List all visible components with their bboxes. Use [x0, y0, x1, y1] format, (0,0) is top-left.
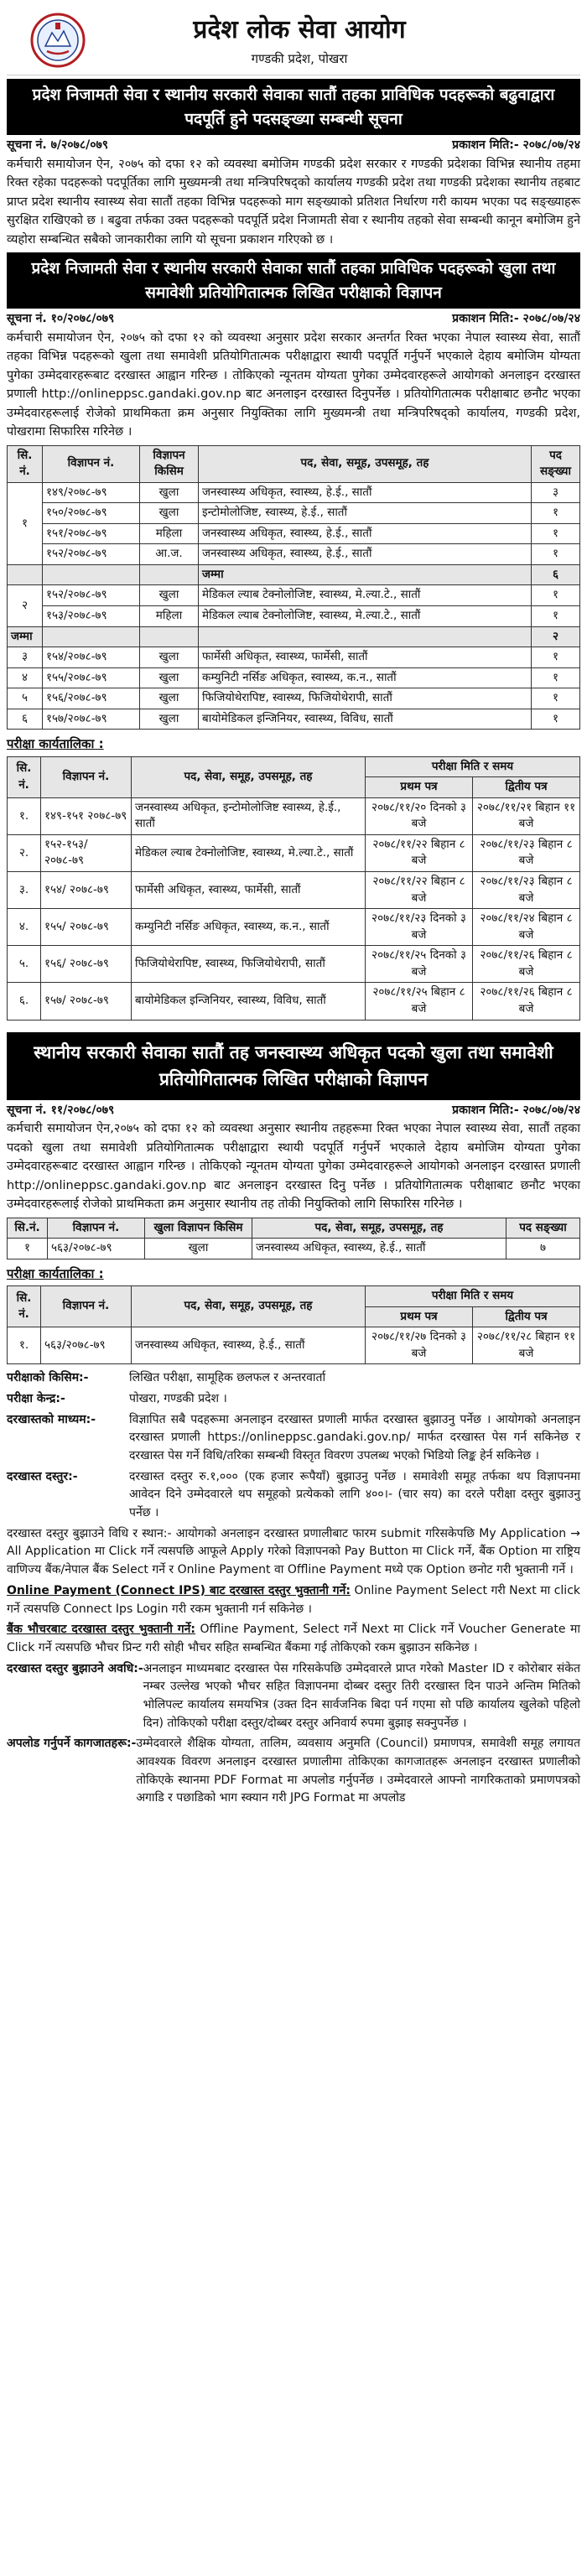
- cell-count: १: [532, 606, 580, 627]
- table-row: [8, 1239, 580, 1259]
- cell-type: खुला: [140, 667, 199, 688]
- cell-type: आ.ज.: [140, 544, 199, 565]
- cell-count: १: [532, 523, 580, 544]
- info-upload-documents: [7, 1735, 580, 1808]
- cell-adv: १५७/ २०७८-७९: [41, 983, 132, 1020]
- nepal-emblem-icon: [30, 13, 86, 68]
- notice3-vacancy-table: [7, 1218, 580, 1259]
- info-key: दरखास्त दस्तुर:-: [7, 1469, 78, 1483]
- col-header: खुला विज्ञापन किसिम: [145, 1218, 252, 1239]
- col-header: पद, सेवा, समूह, उपसमूह, तह: [199, 445, 532, 482]
- table-row: [8, 503, 580, 524]
- table-row: [8, 523, 580, 544]
- cell-post: फिजियोथेरापिष्ट, स्वास्थ्य, फिजियोथेरापी, सातौं: [132, 946, 366, 983]
- cell-sn: १: [8, 1239, 48, 1259]
- cell-post: इन्टोमोलोजिष्ट, स्वास्थ्य, हे.ई., सातौं: [199, 503, 532, 524]
- info-value: दरखास्त दस्तुर रु.१,००० (एक हजार रूपैयाँ) बुझाउनु पर्नेछ । समावेशी समूह तर्फका थप विज्ञापनमा आवेदन दिने उम्मेदवारले थप समूहको प्रत्येकको लागि ४००।- (चार सय) का दरले परीक्षा दस्तुर बुझाउनु पर्नेछ ।: [129, 1469, 580, 1520]
- cell-sn: ६.: [8, 983, 41, 1020]
- cell-count: १: [532, 503, 580, 524]
- cell-adv: १५४/२०७८-७९: [43, 647, 140, 668]
- col-header: सि.नं.: [8, 1218, 48, 1239]
- cell-sn: ३.: [8, 872, 41, 909]
- table-row: [8, 872, 580, 909]
- cell-adv: ५६३/२०७८-७९: [48, 1239, 145, 1259]
- info-fee-deadline: [7, 1660, 580, 1733]
- table-header-row: [8, 1286, 580, 1307]
- cell-post: बायोमेडिकल इन्जिनियर, स्वास्थ्य, विविध, सातौं: [132, 983, 366, 1020]
- notice3-schedule-label: परीक्षा कार्यतालिका :: [7, 1265, 104, 1281]
- col-header: सि. नं.: [8, 756, 41, 797]
- notice1-title: प्रदेश निजामती सेवा र स्थानीय सरकारी सेवाका सातौं तहका प्राविधिक पदहरूको बढुवाद्वारा पदपूर्ति हुने पदसङ्ख्या सम्बन्धी सूचना: [7, 79, 580, 135]
- table-header-row: [8, 756, 580, 777]
- cell-count: १: [532, 667, 580, 688]
- info-online-payment: [7, 1582, 580, 1618]
- cell-adv: १५१/२०७८-७९: [43, 523, 140, 544]
- col-header: विज्ञापन नं.: [43, 445, 140, 482]
- col-header: सि. नं.: [8, 445, 43, 482]
- cell-adv: १४९/२०७८-७९: [43, 482, 140, 503]
- notice2-schedule-label: परीक्षा कार्यतालिका :: [7, 736, 104, 752]
- col-header: द्वितीय पत्र: [473, 1306, 580, 1327]
- table-row: [8, 606, 580, 627]
- cell-type: खुला: [140, 709, 199, 730]
- cell-sn: ३: [8, 647, 43, 668]
- cell-post: जनस्वास्थ्य अधिकृत, स्वास्थ्य, हे.ई., सातौं: [199, 482, 532, 503]
- cell-adv: १५६/ २०७८-७९: [41, 946, 132, 983]
- cell-post: बायोमेडिकल इन्जिनियर, स्वास्थ्य, विविध, सातौं: [199, 709, 532, 730]
- cell-paper1: २०७८/११/२२ बिहान ८ बजे: [366, 834, 473, 871]
- col-header: पद सङ्ख्या: [506, 1218, 580, 1239]
- cell-adv: १५२/२०७८-७९: [43, 544, 140, 565]
- col-header: पद, सेवा, समूह, उपसमूह, तह: [132, 756, 366, 797]
- info-key: बैंक भौचरबाट दरखास्त दस्तुर भुक्तानी गर्ने:: [7, 1623, 196, 1637]
- cell-post: फिजियोथेरापिष्ट, स्वास्थ्य, फिजियोथेरापी, सातौं: [199, 688, 532, 709]
- cell-sn: २.: [8, 834, 41, 871]
- notice3-date: प्रकाशन मिति:- २०७८/०७/२४: [452, 1103, 580, 1117]
- cell-type: खुला: [140, 482, 199, 503]
- cell-type: खुला: [140, 688, 199, 709]
- cell-paper2: २०७८/११/२८ बिहान ११ बजे: [473, 1327, 580, 1364]
- subtotal-label: जम्मा: [8, 626, 43, 647]
- cell-type: महिला: [140, 606, 199, 627]
- cell-paper2: २०७८/११/२४ बिहान ८ बजे: [473, 909, 580, 946]
- info-payment-method: दरखास्त दस्तुर बुझाउने विधि र स्थान:- आयोगको अनलाइन दरखास्त प्रणालीबाट फारम submit गरिसकेपछि My Application → All Application मा Click गर्ने त्यसपछि आफूले Apply गरेको विज्ञापनको Pay Button मा Click गर्ने, बैंक Option मा राष्ट्रिय वाणिज्य बैंक/नेपाल बैंक Select गर्ने र Online Payment वा Offline Payment मध्ये एक Option छनोट गरी भुक्तानी गर्ने ।: [7, 1526, 580, 1577]
- subtotal-row: [8, 564, 580, 585]
- table-row: [8, 1327, 580, 1364]
- cell-count: १: [532, 585, 580, 606]
- col-header: पद, सेवा, समूह, उपसमूह, तह: [132, 1286, 366, 1327]
- col-header: प्रथम पत्र: [366, 777, 473, 798]
- info-value: Online Payment Select गरी Next मा click गर्ने त्यसपछि Connect Ips Login गरी रकम भुक्तानी गर्न सकिनेछ ।: [7, 1583, 580, 1616]
- info-exam-center: [7, 1390, 580, 1409]
- notice2-schedule-table: [7, 756, 580, 1021]
- cell-adv: १५४/ २०७८-७९: [41, 872, 132, 909]
- cell-paper2: २०७८/११/२३ बिहान ८ बजे: [473, 872, 580, 909]
- table-row: [8, 544, 580, 565]
- info-exam-type: [7, 1369, 580, 1388]
- info-value: पोखरा, गण्डकी प्रदेश ।: [129, 1391, 227, 1405]
- notice2-body: कर्मचारी समायोजन ऐन, २०७५ को दफा १२ को व्यवस्था अनुसार प्रदेश सरकार अन्तर्गत रिक्त भएका नेपाल स्वास्थ्य सेवा, सातौं तहका विभिन्न पदहरूको खुला तथा समावेशी प्रतियोगितात्मक परीक्षाद्वारा स्थायी पदपूर्ति गर्नुपर्ने भएकाले देहाय बमोजिम योग्यता पुगेका उम्मेदवारहरूबाट दरखास्त आह्वान गरिन्छ । तोकिएको न्यूनतम योग्यता पुगेका उम्मेदवारहरूले आयोगको अनलाइन दरखास्त प्रणाली http://onlineppsc.gandaki.gov.np बाट अनलाइन दरखास्त दिनुपर्नेछ । प्रतियोगितात्मक परीक्षाबाट छनौट भएका उम्मेदवारहरूलाई रोजेको प्राथमिकता क्रम अनुसार नियुक्तिका लागि मुख्यमन्त्री तथा मन्त्रिपरिषद्को कार्यालय, गण्डकी प्रदेश, पोखरामा सिफारिस गरिनेछ ।: [7, 330, 580, 439]
- cell-post: जनस्वास्थ्य अधिकृत, स्वास्थ्य, हे.ई., सातौं: [132, 1327, 366, 1364]
- info-key: दरखास्त दस्तुर बुझाउने अवधि:-: [7, 1661, 143, 1675]
- cell-adv: ५६३/२०७८-७९: [41, 1327, 132, 1364]
- info-value: उम्मेदवारले शैक्षिक योग्यता, तालिम, व्यवसाय अनुमति (Council) प्रमाणपत्र, समावेशी समूह लगायत आवश्यक विवरण अनलाइन दरखास्त प्रणालीमा तोकिएका कागजातहरू अनलाइन दरखास्त प्रणालीको तोकिएके स्थानमा PDF Format मा अपलोड गर्नुपर्नेछ । उम्मेदवारले आफ्नो नागरिकताको प्रमाणपत्रको अगाडि र पछाडिको भाग स्क्यान गरी JPG Format मा अपलोड: [136, 1737, 580, 1805]
- col-header: विज्ञापन नं.: [48, 1218, 145, 1239]
- cell-post: फार्मेसी अधिकृत, स्वास्थ्य, फार्मेसी, सातौं: [132, 872, 366, 909]
- notice3-meta: [7, 1102, 580, 1120]
- org-subtitle: गण्डकी प्रदेश, पोखरा: [251, 51, 348, 67]
- col-header: द्वितीय पत्र: [473, 777, 580, 798]
- col-header: विज्ञापन किसिम: [140, 445, 199, 482]
- notice1-meta: [7, 137, 580, 155]
- info-value: Offline Payment, Select गर्ने Next मा Click गर्ने Voucher Generate मा Click गर्ने त्यसपछि भौचर प्रिन्ट गरी सोही भौचर सहित सम्बन्धित बैंकमा गई तोकिएको रकम बुझाउन सकिनेछ ।: [7, 1623, 580, 1654]
- table-row: [8, 585, 580, 606]
- table-header-row: [8, 445, 580, 482]
- notice2-number: सूचना नं. १०/२०७८/०७९: [7, 312, 115, 326]
- cell-paper1: २०७८/११/२२ बिहान ८ बजे: [366, 872, 473, 909]
- general-info: [7, 1369, 580, 1808]
- cell-post: जनस्वास्थ्य अधिकृत, स्वास्थ्य, हे.ई., सातौं: [199, 544, 532, 565]
- cell-post: मेडिकल ल्याब टेक्नोलोजिष्ट, स्वास्थ्य, मे.ल्या.टे., सातौं: [132, 834, 366, 871]
- cell-paper2: २०७८/११/२१ बिहान ११ बजे: [473, 797, 580, 834]
- notice1-body: कर्मचारी समायोजन ऐन, २०७५ को दफा १२ को व्यवस्था बमोजिम गण्डकी प्रदेश सरकार र गण्डकी प्रदेशका विभिन्न स्थानीय तहमा रिक्त रहेका पदहरूको पदपूर्तिका लागि मुख्यमन्त्री तथा मन्त्रिपरिषद्को कार्यालय गण्डकी प्रदेश तथा गण्डकी प्रदेशका स्थानीय तहबाट प्राप्त प्रदेश स्थानीय स्वास्थ्य सेवा सातौं तहका विभिन्न पदहरूको माग सङ्ख्याको प्रतिशत निर्धारण गरी कायम भएका पद सङ्ख्याहरू सुरक्षित राखिएको छ । बढुवा तर्फका उक्त पदहरूको पदपूर्ति प्रदेश निजामती सेवा र स्थानीय तहको सेवा सम्बन्धी कानून बमोजिम हुने व्यहोरा सम्बन्धित सबैको जानकारीका लागि यो सूचना प्रकाशन गरिएको छ ।: [7, 157, 580, 247]
- table-row: [8, 983, 580, 1020]
- notice2-title: प्रदेश निजामती सेवा र स्थानीय सरकारी सेवाका सातौं तहका प्राविधिक पदहरूको खुला तथा समावेशी प्रतियोगितात्मक लिखित परीक्षाको विज्ञापन: [7, 252, 580, 309]
- notice3-schedule-table: [7, 1285, 580, 1364]
- info-key: दरखास्तको माध्यम:-: [7, 1412, 96, 1426]
- notice3-number: सूचना नं. ११/२०७८/०७९: [7, 1103, 115, 1117]
- info-key: परीक्षा केन्द्र:-: [7, 1391, 65, 1405]
- cell-adv: १५०/२०७८-७९: [43, 503, 140, 524]
- cell-adv: १४९-१५१ २०७८-७९: [41, 797, 132, 834]
- table-row: [8, 797, 580, 834]
- cell-post: जनस्वास्थ्य अधिकृत, स्वास्थ्य, हे.ई., सातौं: [199, 523, 532, 544]
- cell-sn: ६: [8, 709, 43, 730]
- info-value: विज्ञापित सबै पदहरूमा अनलाइन दरखास्त प्रणाली मार्फत दरखास्त बुझाउनु पर्नेछ । आयोगको अनलाइन दरखास्त प्रणाली https://onlineppsc.gandaki.gov.np/ मार्फत दरखास्त पेस गर्न सकिनेछ र दरखास्त पेस गर्ने विधि/तरिका सम्बन्धी विस्तृत विवरण उपलब्ध भएको भिडियो लिङ्क हेर्न सकिनेछ ।: [129, 1412, 580, 1463]
- notice3-body: कर्मचारी समायोजन ऐन,२०७५ को दफा १२ को व्यवस्था अनुसार स्थानीय तहहरूमा रिक्त भएका नेपाल स्वास्थ्य सेवा, सातौं तहका पदको खुला तथा समावेशी प्रतियोगितात्मक परीक्षाद्वारा स्थायी पदपूर्ति गर्नुपर्ने भएकाले देहाय बमोजिम योग्यता पुगेका उम्मेदवारहरूबाट दरखास्त आह्वान गरिन्छ । तोकिएको न्यूनतम योग्यता पुगेका उम्मेदवारहरूले आयोगको अनलाइन दरखास्त प्रणाली http://onlineppsc.gandaki.gov.np बाट अनलाइन दरखास्त दिनु पर्नेछ । प्रतियोगितात्मक परीक्षाबाट छनौट भएका उम्मेदवारहरूलाई रोजेको प्राथमिकता क्रम अनुसार स्थानीय तह तोकी नियुक्तिको लागि सिफारिस गरिनेछ ।: [7, 1122, 580, 1212]
- cell-adv: १५२/२०७८-७९: [43, 585, 140, 606]
- cell-adv: १५६/२०७८-७९: [43, 688, 140, 709]
- cell-paper1: २०७८/११/२५ दिनको ३ बजे: [366, 946, 473, 983]
- cell-sn: १.: [8, 797, 41, 834]
- cell-adv: १५३/२०७८-७९: [43, 606, 140, 627]
- subtotal-label: जम्मा: [199, 564, 532, 585]
- cell-count: १: [532, 544, 580, 565]
- col-header: पद सङ्ख्या: [532, 445, 580, 482]
- cell-post: फार्मेसी अधिकृत, स्वास्थ्य, फार्मेसी, सातौं: [199, 647, 532, 668]
- cell-count: १: [532, 647, 580, 668]
- table-row: [8, 647, 580, 668]
- notice2-vacancy-table: [7, 445, 580, 730]
- cell-paper2: २०७८/११/२६ बिहान ८ बजे: [473, 983, 580, 1020]
- col-header: पद, सेवा, समूह, उपसमूह, तह: [252, 1218, 506, 1239]
- cell-sn: ५.: [8, 946, 41, 983]
- table-row: [8, 834, 580, 871]
- cell-sn: ४: [8, 667, 43, 688]
- info-application-medium: [7, 1411, 580, 1466]
- table-row: [8, 946, 580, 983]
- notice2-date: प्रकाशन मिति:- २०७८/०७/२४: [452, 312, 580, 326]
- table-row: [8, 482, 580, 503]
- info-key: परीक्षाको किसिम:-: [7, 1371, 89, 1385]
- subtotal-row: [8, 626, 580, 647]
- cell-adv: १५५/ २०७८-७९: [41, 909, 132, 946]
- cell-sn: ४.: [8, 909, 41, 946]
- cell-post: जनस्वास्थ्य अधिकृत, स्वास्थ्य, हे.ई., सातौं: [252, 1239, 506, 1259]
- cell-post: मेडिकल ल्याब टेक्नोलोजिष्ट, स्वास्थ्य, मे.ल्या.टे., सातौं: [199, 606, 532, 627]
- cell-count: १: [532, 688, 580, 709]
- cell-count: ७: [506, 1239, 580, 1259]
- table-header-row: [8, 1218, 580, 1239]
- subtotal-value: २: [532, 626, 580, 647]
- info-value: लिखित परीक्षा, सामूहिक छलफल र अन्तरवार्ता: [129, 1371, 326, 1385]
- cell-post: जनस्वास्थ्य अधिकृत, इन्टोमोलोजिष्ट स्वास्थ्य, हे.ई., सातौं: [132, 797, 366, 834]
- header-text: [86, 11, 580, 70]
- cell-post: कम्युनिटी नर्सिङ अधिकृत, स्वास्थ्य, क.न., सातौं: [199, 667, 532, 688]
- table-row: [8, 909, 580, 946]
- col-header: विज्ञापन नं.: [41, 1286, 132, 1327]
- page-header: [7, 5, 580, 75]
- col-header: परीक्षा मिति र समय: [366, 1286, 580, 1307]
- col-header: परीक्षा मिति र समय: [366, 756, 580, 777]
- col-header: प्रथम पत्र: [366, 1306, 473, 1327]
- info-value: अनलाइन माध्यमबाट दरखास्त पेस गरिसकेपछि उम्मेदवारले प्राप्त गरेको Master ID र कोरोबार संकेत नम्बर उल्लेख भएको भौचर सहित विज्ञापनमा दोब्बर दस्तुर तिरी दरखास्त दिन पाउने अन्तिम मितिको भोलिपल्ट कार्यालय समयभित्र (उक्त दिन सार्वजनिक बिदा पर्न गएमा सो पछि कार्यालय खुलेको पहिलो दिन) तोकिएको परीक्षा दस्तुर/दोब्बर दस्तुर अनिवार्य रुपमा बुझाइ सक्नुपर्नेछ ।: [143, 1661, 580, 1730]
- cell-sn: ५: [8, 688, 43, 709]
- cell-adv: १५७/२०७८-७९: [43, 709, 140, 730]
- cell-type: खुला: [140, 585, 199, 606]
- notice1-date: प्रकाशन मिति:- २०७८/०७/२४: [452, 138, 580, 152]
- cell-post: कम्युनिटी नर्सिङ अधिकृत, स्वास्थ्य, क.न., सातौं: [132, 909, 366, 946]
- table-row: [8, 709, 580, 730]
- cell-sn: १.: [8, 1327, 41, 1364]
- cell-sn: १: [8, 482, 43, 564]
- cell-type: महिला: [140, 523, 199, 544]
- info-key: Online Payment (Connect IPS) बाट दरखास्त दस्तुर भुक्तानी गर्ने:: [7, 1583, 351, 1597]
- table-row: [8, 667, 580, 688]
- info-application-fee: [7, 1468, 580, 1523]
- cell-paper1: २०७८/११/२५ बिहान ८ बजे: [366, 983, 473, 1020]
- cell-type: खुला: [140, 503, 199, 524]
- info-offline-payment: [7, 1621, 580, 1657]
- cell-adv: १५५/२०७८-७९: [43, 667, 140, 688]
- col-header: सि. नं.: [8, 1286, 41, 1327]
- info-key: अपलोड गर्नुपर्ने कागजातहरू:-: [7, 1737, 137, 1751]
- col-header: विज्ञापन नं.: [41, 756, 132, 797]
- cell-paper1: २०७८/११/२३ दिनको ३ बजे: [366, 909, 473, 946]
- cell-post: मेडिकल ल्याब टेक्नोलोजिष्ट, स्वास्थ्य, मे.ल्या.टे., सातौं: [199, 585, 532, 606]
- org-name: प्रदेश लोक सेवा आयोग: [193, 14, 406, 44]
- cell-paper1: २०७८/११/२० दिनको ३ बजे: [366, 797, 473, 834]
- cell-type: खुला: [140, 647, 199, 668]
- cell-sn: २: [8, 585, 43, 626]
- cell-count: ३: [532, 482, 580, 503]
- cell-count: १: [532, 709, 580, 730]
- cell-type: खुला: [145, 1239, 252, 1259]
- notice1-number: सूचना नं. ७/२०७८/०७९: [7, 138, 109, 152]
- cell-adv: १५२-१५३/ २०७८-७९: [41, 834, 132, 871]
- cell-paper1: २०७८/११/२७ दिनको ३ बजे: [366, 1327, 473, 1364]
- cell-paper2: २०७८/११/२३ बिहान ८ बजे: [473, 834, 580, 871]
- subtotal-value: ६: [532, 564, 580, 585]
- table-row: [8, 688, 580, 709]
- notice3-title: स्थानीय सरकारी सेवाका सातौं तह जनस्वास्थ्य अधिकृत पदको खुला तथा समावेशी प्रतियोगितात्मक लिखित परीक्षाको विज्ञापन: [7, 1032, 580, 1100]
- notice2-meta: [7, 310, 580, 329]
- cell-paper2: २०७८/११/२६ बिहान ८ बजे: [473, 946, 580, 983]
